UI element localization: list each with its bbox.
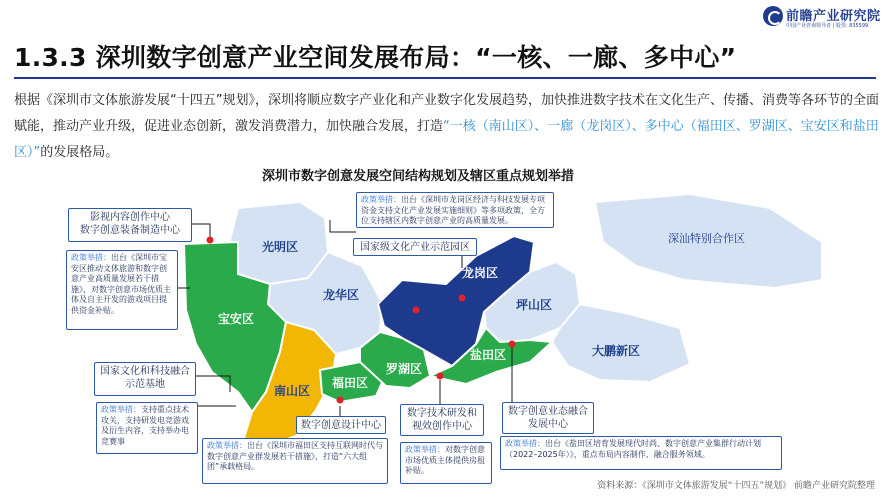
leader-film (192, 224, 210, 238)
policy-futian (202, 438, 388, 484)
policy-futian-text: 出台《深圳市福田区支持互联网时代与数字创意产业群发展若干措施》，打造“六大组团”承载格局。 (207, 441, 383, 471)
policy-yantian (500, 436, 782, 470)
brand-tagline: 中国产业咨询领导者 | 股票: 835599 (786, 23, 869, 29)
map-title: 深圳市数字创意发展空间结构规划及辖区重点规划举措 (262, 169, 575, 184)
source-note: 资料来源：《深圳市文体旅游发展“十四五”规划》 前瞻产业研究院整理 (597, 481, 875, 491)
policy-luohu-text: 对数字创意市场优质主体提供房租补贴。 (405, 445, 485, 475)
policy-label: 政策举措： (405, 445, 445, 454)
policy-luohu (400, 442, 492, 484)
title-divider (14, 77, 876, 79)
policy-longgang-text: 出台《深圳市龙岗区经济与科技发展专项资金支持文化产业发展实施细则》等多项政策，全方位支持辖区内数字创意产业的高质量发展。 (361, 195, 545, 225)
leader-longgang-policy (330, 220, 356, 232)
marker-design (337, 397, 344, 404)
policy-nanshan-text: 支持重点技术攻关，支持研发电竞游戏及衍生内容，支持举办电竞赛事 (101, 405, 189, 446)
intro-paragraph (14, 88, 880, 166)
label-pingshan: 坪山区 (516, 298, 553, 312)
policy-label: 政策举措： (71, 253, 111, 262)
policy-nanshan (96, 402, 198, 454)
label-dapeng: 大鹏新区 (592, 344, 641, 358)
policy-label: 政策举措： (505, 439, 545, 448)
policy-label: 政策举措： (101, 405, 141, 414)
brand-logo-icon (763, 6, 783, 26)
label-longhua: 龙华区 (323, 288, 360, 302)
brand-name: 前瞻产业研究院 (786, 9, 881, 24)
box-format-center: 数字创意业态融合 发展中心 (502, 402, 594, 434)
label-futian: 福田区 (332, 376, 369, 390)
box-national-tech-base: 国家文化和科技融合 示范基地 (94, 362, 196, 396)
intro-text-a: 根据《深圳市文体旅游发展“十四五”规划》，深圳将顺应数字产业化和产业数字化发展趋势，加快推进数字技术在文化生产、传播、消费等各环节的全面赋能，推动产业升级，促进业态创新，激发消费潜力，加快融合发展，打造 (14, 93, 879, 134)
box-film-center: 影视内容创作中心 数字创意装备制造中心 (68, 208, 192, 242)
policy-baoan-text: 出台《深圳市宝安区推动文体旅游和数字创意产业高质量发展若干措施》，对数字创意市场优质主体及自主开发的游戏项目提供资金补贴。 (71, 253, 171, 315)
label-baoan: 宝安区 (218, 312, 255, 326)
marker-film (207, 237, 214, 244)
label-luohu: 罗湖区 (386, 362, 423, 376)
marker-nat-zone (459, 295, 466, 302)
marker-longgang (413, 307, 420, 314)
label-shenshan: 深汕特别合作区 (668, 232, 745, 245)
slide-title: 1.3.3 深圳数字创意产业空间发展布局：“一核、一廊、多中心” (14, 43, 737, 72)
policy-longgang (356, 192, 554, 228)
policy-label: 政策举措： (361, 195, 401, 204)
box-visual-center: 数字技术研发和 视效创作中心 (400, 404, 484, 436)
label-yantian: 盐田区 (470, 348, 507, 362)
label-longgang: 龙岗区 (462, 266, 499, 280)
label-nanshan: 南山区 (274, 384, 311, 398)
district-map (0, 180, 889, 500)
box-design-center: 数字创意设计中心 (296, 416, 386, 434)
intro-highlight: “一核（南山区）、一廊（龙岗区）、多中心（福田区、罗湖区、宝安区和盐田区）” (14, 119, 879, 160)
policy-yantian-text: 出台《盐田区培育发展现代时尚、数字创意产业集群行动计划（2022–2025年）》，重点布局内容制作、融合服务领域。 (505, 439, 761, 459)
label-guangming: 光明区 (262, 240, 299, 254)
intro-text-b: 的发展格局。 (40, 145, 119, 160)
box-national-zone: 国家级文化产业示范园区 (353, 238, 477, 256)
marker-format (509, 341, 516, 348)
marker-visual (437, 373, 444, 380)
brand-logo (763, 4, 885, 34)
policy-label: 政策举措： (207, 441, 247, 450)
policy-baoan (66, 250, 178, 330)
